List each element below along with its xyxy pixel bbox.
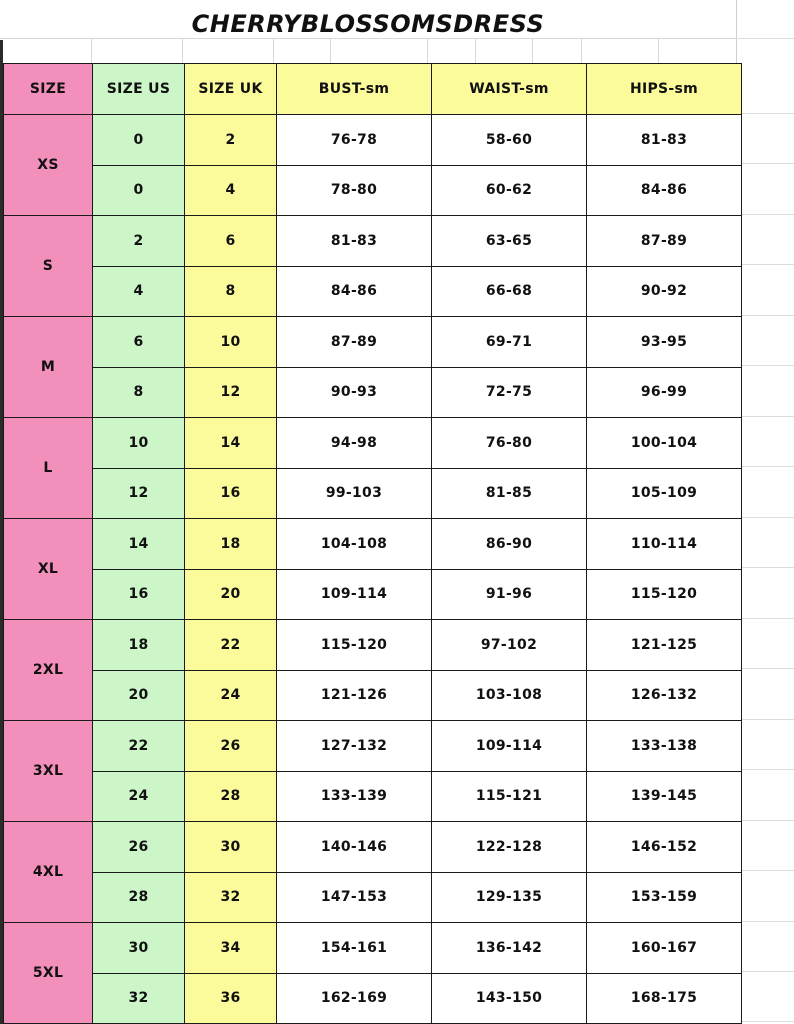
bust-cell: 87-89 (277, 317, 432, 368)
size-label-cell: 5XL (4, 923, 93, 1024)
header-bust: BUST-sm (277, 64, 432, 115)
size-label-cell: 3XL (4, 721, 93, 822)
bust-cell: 78-80 (277, 165, 432, 216)
table-row (4, 822, 742, 873)
hips-cell: 168-175 (587, 973, 742, 1024)
bust-cell: 140-146 (277, 822, 432, 873)
waist-cell: 66-68 (432, 266, 587, 317)
hips-cell: 139-145 (587, 771, 742, 822)
hips-cell: 110-114 (587, 519, 742, 570)
header-size: SIZE (4, 64, 93, 115)
size-us-cell: 26 (93, 822, 185, 873)
bust-cell: 109-114 (277, 569, 432, 620)
size-uk-cell: 18 (185, 519, 277, 570)
table-row (4, 165, 742, 216)
size-uk-cell: 2 (185, 115, 277, 166)
bust-cell: 115-120 (277, 620, 432, 671)
bust-cell: 81-83 (277, 216, 432, 267)
waist-cell: 97-102 (432, 620, 587, 671)
size-us-cell: 8 (93, 367, 185, 418)
size-us-cell: 0 (93, 165, 185, 216)
hips-cell: 93-95 (587, 317, 742, 368)
hips-cell: 84-86 (587, 165, 742, 216)
size-uk-cell: 28 (185, 771, 277, 822)
table-row (4, 367, 742, 418)
waist-cell: 91-96 (432, 569, 587, 620)
size-uk-cell: 12 (185, 367, 277, 418)
table-row (4, 923, 742, 974)
spreadsheet-right-margin (736, 0, 794, 1024)
hips-cell: 90-92 (587, 266, 742, 317)
table-row (4, 468, 742, 519)
header-size-us: SIZE US (93, 64, 185, 115)
size-uk-cell: 6 (185, 216, 277, 267)
header-hips: HIPS-sm (587, 64, 742, 115)
bust-cell: 99-103 (277, 468, 432, 519)
size-uk-cell: 34 (185, 923, 277, 974)
waist-cell: 63-65 (432, 216, 587, 267)
table-row (4, 721, 742, 772)
waist-cell: 60-62 (432, 165, 587, 216)
hips-cell: 160-167 (587, 923, 742, 974)
bust-cell: 104-108 (277, 519, 432, 570)
size-label-cell: XL (4, 519, 93, 620)
waist-cell: 76-80 (432, 418, 587, 469)
bust-cell: 133-139 (277, 771, 432, 822)
table-row (4, 519, 742, 570)
waist-cell: 72-75 (432, 367, 587, 418)
waist-cell: 122-128 (432, 822, 587, 873)
header-size-uk: SIZE UK (185, 64, 277, 115)
table-row (4, 872, 742, 923)
size-uk-cell: 22 (185, 620, 277, 671)
size-us-cell: 32 (93, 973, 185, 1024)
size-chart-table (3, 63, 742, 1024)
hips-cell: 153-159 (587, 872, 742, 923)
size-uk-cell: 10 (185, 317, 277, 368)
spreadsheet-gridlines (0, 38, 794, 65)
size-us-cell: 4 (93, 266, 185, 317)
size-us-cell: 24 (93, 771, 185, 822)
header-row (4, 64, 742, 115)
table-row (4, 620, 742, 671)
size-label-cell: M (4, 317, 93, 418)
waist-cell: 136-142 (432, 923, 587, 974)
table-row (4, 216, 742, 267)
size-us-cell: 18 (93, 620, 185, 671)
table-row (4, 670, 742, 721)
hips-cell: 87-89 (587, 216, 742, 267)
table-row (4, 771, 742, 822)
waist-cell: 115-121 (432, 771, 587, 822)
hips-cell: 105-109 (587, 468, 742, 519)
bust-cell: 90-93 (277, 367, 432, 418)
table-row (4, 418, 742, 469)
waist-cell: 58-60 (432, 115, 587, 166)
size-label-cell: S (4, 216, 93, 317)
size-us-cell: 14 (93, 519, 185, 570)
bust-cell: 84-86 (277, 266, 432, 317)
size-uk-cell: 30 (185, 822, 277, 873)
bust-cell: 154-161 (277, 923, 432, 974)
size-uk-cell: 4 (185, 165, 277, 216)
hips-cell: 81-83 (587, 115, 742, 166)
size-us-cell: 30 (93, 923, 185, 974)
bust-cell: 127-132 (277, 721, 432, 772)
hips-cell: 96-99 (587, 367, 742, 418)
size-uk-cell: 26 (185, 721, 277, 772)
header-waist: WAIST-sm (432, 64, 587, 115)
size-uk-cell: 20 (185, 569, 277, 620)
hips-cell: 121-125 (587, 620, 742, 671)
size-us-cell: 22 (93, 721, 185, 772)
bust-cell: 76-78 (277, 115, 432, 166)
table-row (4, 266, 742, 317)
size-uk-cell: 32 (185, 872, 277, 923)
waist-cell: 69-71 (432, 317, 587, 368)
waist-cell: 81-85 (432, 468, 587, 519)
size-label-cell: XS (4, 115, 93, 216)
size-us-cell: 6 (93, 317, 185, 368)
size-uk-cell: 24 (185, 670, 277, 721)
table-row (4, 317, 742, 368)
waist-cell: 143-150 (432, 973, 587, 1024)
waist-cell: 86-90 (432, 519, 587, 570)
bust-cell: 121-126 (277, 670, 432, 721)
bust-cell: 94-98 (277, 418, 432, 469)
hips-cell: 133-138 (587, 721, 742, 772)
size-us-cell: 0 (93, 115, 185, 166)
bust-cell: 147-153 (277, 872, 432, 923)
hips-cell: 115-120 (587, 569, 742, 620)
size-label-cell: 4XL (4, 822, 93, 923)
waist-cell: 103-108 (432, 670, 587, 721)
bust-cell: 162-169 (277, 973, 432, 1024)
hips-cell: 100-104 (587, 418, 742, 469)
hips-cell: 126-132 (587, 670, 742, 721)
table-row (4, 973, 742, 1024)
waist-cell: 129-135 (432, 872, 587, 923)
size-label-cell: 2XL (4, 620, 93, 721)
size-label-cell: L (4, 418, 93, 519)
waist-cell: 109-114 (432, 721, 587, 772)
size-uk-cell: 16 (185, 468, 277, 519)
table-row (4, 115, 742, 166)
size-uk-cell: 14 (185, 418, 277, 469)
size-uk-cell: 36 (185, 973, 277, 1024)
page-title: CHERRYBLOSSOMSDRESS (191, 10, 545, 38)
size-us-cell: 2 (93, 216, 185, 267)
size-uk-cell: 8 (185, 266, 277, 317)
size-us-cell: 28 (93, 872, 185, 923)
table-row (4, 569, 742, 620)
size-us-cell: 20 (93, 670, 185, 721)
hips-cell: 146-152 (587, 822, 742, 873)
size-us-cell: 12 (93, 468, 185, 519)
size-us-cell: 16 (93, 569, 185, 620)
size-us-cell: 10 (93, 418, 185, 469)
